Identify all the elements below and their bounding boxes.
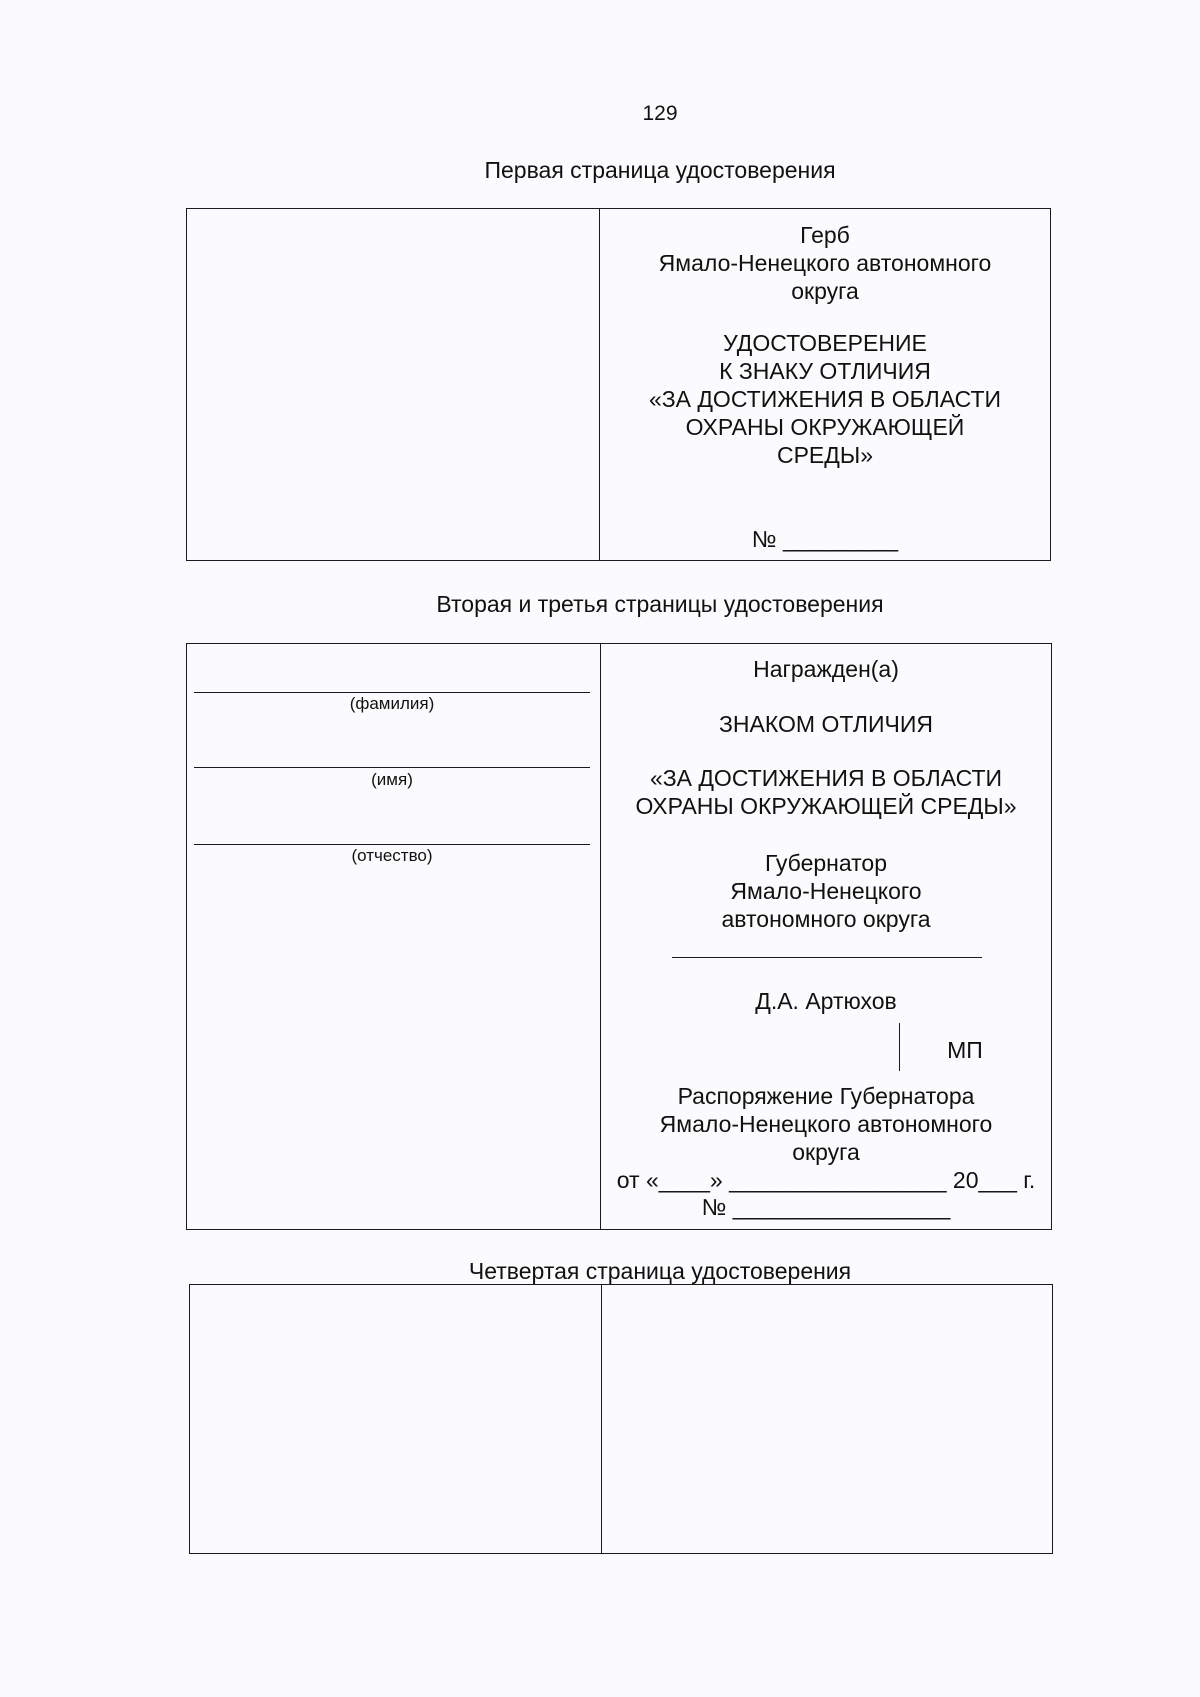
badge-title: ЗНАКОМ ОТЛИЧИЯ: [719, 711, 933, 737]
title-line: «ЗА ДОСТИЖЕНИЯ В ОБЛАСТИ: [648, 386, 1002, 412]
surname-line: [194, 692, 590, 693]
title-line: К ЗНАКУ ОТЛИЧИЯ: [719, 358, 931, 384]
certificate-title: [600, 329, 1050, 469]
name-label: (имя): [371, 770, 413, 789]
certificate-number: № _________: [751, 526, 899, 552]
title-line: ОХРАНЫ ОКРУЖАЮЩЕЙ: [685, 414, 965, 440]
awarded-label: Награжден(а): [753, 656, 899, 682]
emblem-line: округа: [791, 278, 859, 304]
badge-name-line: ОХРАНЫ ОКРУЖАЮЩЕЙ СРЕДЫ»: [635, 793, 1017, 819]
first-page-form: [186, 208, 1051, 561]
signature-line: [672, 957, 982, 958]
page-divider: [601, 1285, 602, 1553]
order-line: Ямало-Ненецкого автономного: [659, 1111, 993, 1137]
patronymic-label: (отчество): [351, 846, 433, 865]
order-date: от «____» _________________ 20___ г.: [616, 1167, 1036, 1193]
seal-mark: [899, 1023, 900, 1071]
patronymic-line: [194, 844, 590, 845]
governor-line: автономного округа: [721, 906, 931, 932]
title-line: СРЕДЫ»: [776, 442, 874, 468]
first-page-caption: Первая страница удостоверения: [484, 157, 836, 183]
order-line: Распоряжение Губернатора: [677, 1083, 975, 1109]
page-number: 129: [642, 102, 678, 125]
governor-title: [601, 849, 1051, 933]
fourth-page-caption: Четвертая страница удостоверения: [468, 1258, 852, 1284]
fourth-page-form: [189, 1284, 1053, 1554]
governor-order: [601, 1082, 1051, 1166]
governor-name: Д.А. Артюхов: [755, 988, 897, 1014]
name-line: [194, 767, 590, 768]
badge-name: [601, 764, 1051, 820]
second-third-page-form: [186, 643, 1052, 1230]
order-number: № _________________: [701, 1194, 951, 1220]
emblem-line: Герб: [800, 222, 850, 248]
title-line: УДОСТОВЕРЕНИЕ: [723, 330, 927, 356]
second-third-page-caption: Вторая и третья страницы удостоверения: [436, 591, 884, 617]
emblem-line: Ямало-Ненецкого автономного: [658, 250, 992, 276]
governor-line: Ямало-Ненецкого: [730, 878, 922, 904]
surname-label: (фамилия): [349, 694, 435, 713]
badge-name-line: «ЗА ДОСТИЖЕНИЯ В ОБЛАСТИ: [649, 765, 1003, 791]
order-line: округа: [792, 1139, 860, 1165]
seal-label: МП: [947, 1037, 983, 1063]
governor-line: Губернатор: [764, 850, 888, 876]
emblem-caption: [600, 221, 1050, 305]
